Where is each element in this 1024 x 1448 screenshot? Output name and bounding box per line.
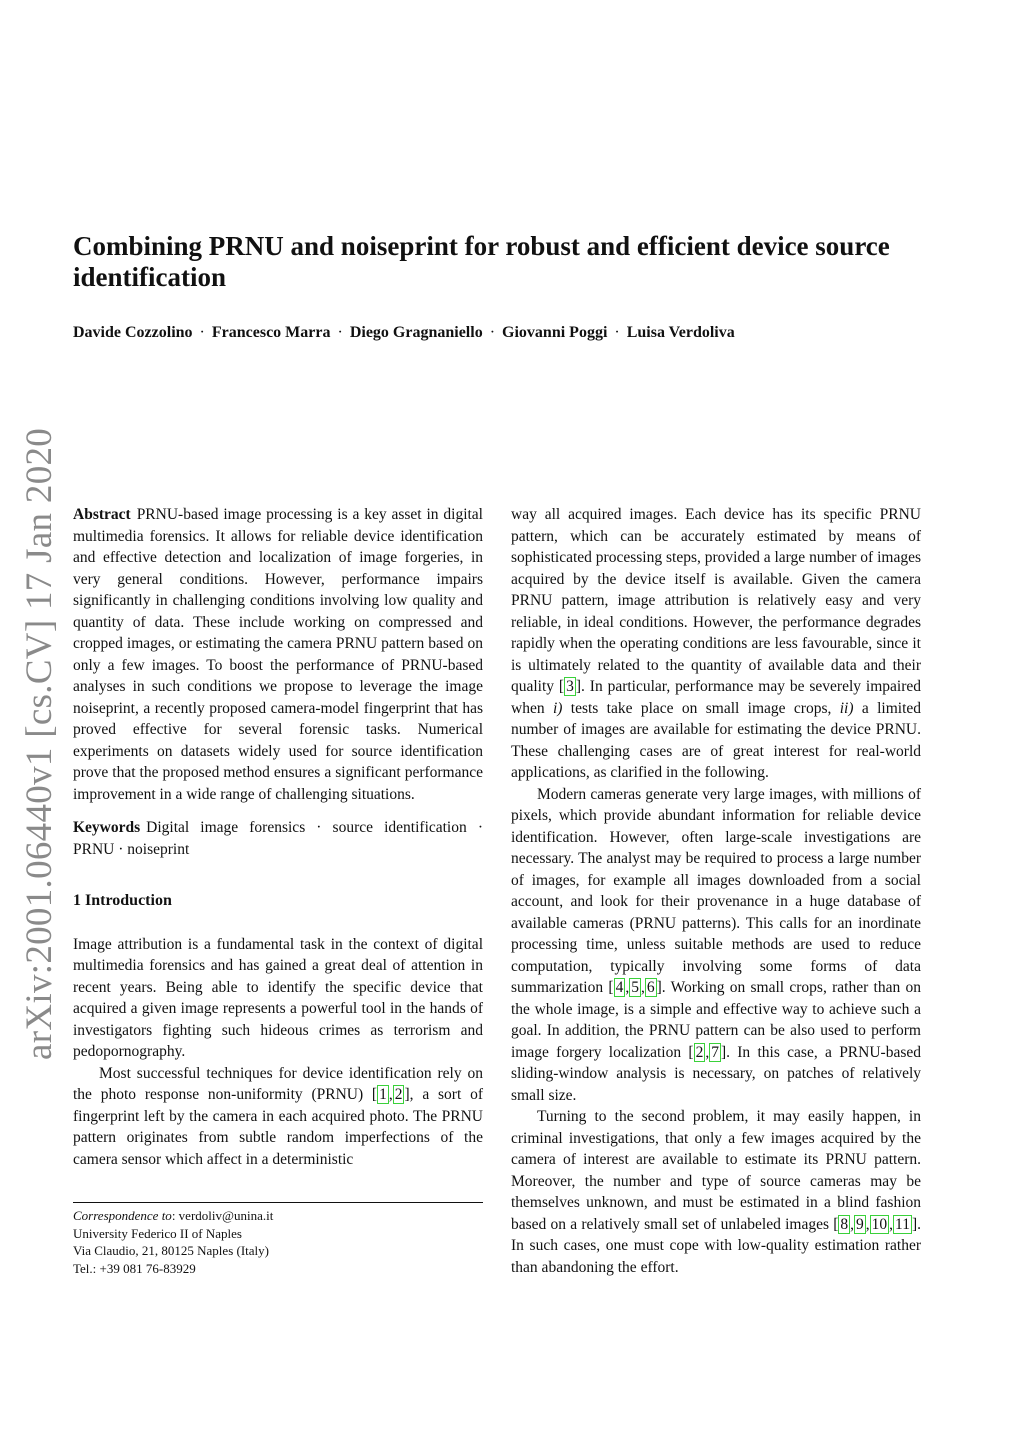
body-paragraph-1 (511, 504, 921, 784)
citation-link[interactable]: 1 (379, 1086, 387, 1103)
body-paragraph-2: Modern cameras generate very large images, with millions of pixels, which provide abundant information for reliable device identification. However, often large-scale investigations are necessary. The analyst may be required to process a large number of images, for example all images downloaded from a social account, and look for their provenance in a huge database of available cameras (PRNU patterns). This calls for an inordinate processing time, unless suitable methods are used to reduce computation, typically involving some forms of data summarization [ 4 , 5 , 6 ]. Working on small crops, rather than on the whole image, is a simple and effective way to achieve such a goal. In addition, the PRNU pattern can be also used to perform image forgery localization [ 2 , 7 ]. In this case, a PRNU-based sliding-window analysis is necessary, on patches of relatively small size. (511, 785, 921, 1104)
footnote-divider (73, 1202, 483, 1203)
footnote-label: Correspondence to (73, 1208, 172, 1223)
author-name: Francesco Marra (211, 324, 331, 341)
author-name: Luisa Verdoliva (626, 324, 735, 341)
citation-link[interactable]: 4 (615, 979, 624, 996)
paragraph-text: ]. In this case, a PRNU-based sliding-window analysis is necessary, on patches of relatively small size. (511, 1043, 921, 1104)
paragraph-text: tests take place on small image crops, (562, 699, 840, 717)
paragraph-text: ]. In particular, performance may be severely impaired when (511, 678, 921, 717)
footnote-affiliation: University Federico II of Naples (73, 1225, 242, 1241)
author-separator: · (489, 324, 496, 341)
intro-paragraph-1: Image attribution is a fundamental task in the context of digital multimedia forensics and has gained a great deal of attention in recent years. Being able to identify the specific device that acquired a given image represents a powerful tool in the hands of investigators fighting such hideous crimes as terrorism and pedopornography. (73, 935, 483, 1060)
paper-title: Combining PRNU and noiseprint for robust and efficient device source identification (73, 231, 890, 292)
citation-link[interactable]: 5 (631, 979, 639, 996)
author-name: Diego Gragnaniello (349, 324, 483, 341)
footnote-address: Via Claudio, 21, 80125 Naples (Italy) (73, 1243, 269, 1258)
arxiv-identifier: arXiv:2001.06440v1 [cs.CV] 17 Jan 2020 (19, 427, 60, 1060)
keywords-text: Digital image forensics · source identification · PRNU · noiseprint (73, 819, 483, 858)
citation-link[interactable]: 3 (566, 678, 574, 695)
citation-link[interactable]: 6 (646, 979, 655, 996)
citation-link[interactable]: 2 (394, 1086, 403, 1103)
author-separator: · (614, 324, 620, 341)
enumeration-marker: i) (552, 699, 563, 717)
abstract-text: PRNU-based image processing is a key asset in digital multimedia forensics. It allows for reliable device identification and effective detection and localization of image forgeries, in very general conditions. However, performance impairs significantly in challenging conditions involving low quality and quantity of data. These include working on compressed and cropped images, or estimating the camera PRNU pattern based on only a few images. To boost the performance of PRNU-based analyses in such conditions we propose to leverage the image noiseprint, a recently proposed camera-model fingerprint that has proved effective for several forensic tasks. Numerical experiments on datasets widely used for source identification prove that the proposed method ensures a significant performance improvement in a wide range of challenging situations. (73, 506, 483, 803)
paragraph-text: ]. In such cases, one must cope with low-quality estimation rather than abandoning the effort. (511, 1215, 921, 1276)
intro-paragraph-2: Most successful techniques for device identification rely on the photo response non-uniformity (PRNU) [ 1 , 2 ], a sort of fingerprint left by the camera in each acquired photo. The PRNU pattern originates from subtle random imperfections of the camera sensor which affect in a deterministic (73, 1064, 483, 1168)
citation-link[interactable]: 7 (711, 1043, 719, 1061)
abstract (73, 504, 483, 805)
right-column (511, 504, 921, 1278)
citation-link[interactable]: 9 (856, 1215, 864, 1233)
citation-link[interactable]: 2 (695, 1043, 704, 1061)
abstract-label: Abstract (73, 506, 131, 523)
paragraph-text: ]. Working on small crops, rather than on the whole image, is a simple and effective way to achieve such a goal. In addition, the PRNU pattern can be also used to perform image forgery localization [ (511, 979, 921, 1061)
keywords (73, 817, 483, 860)
author-name: Davide Cozzolino (73, 324, 193, 341)
enumeration-marker: ii) (839, 699, 854, 717)
paragraph-text: ], a sort of fingerprint left by the camera in each acquired photo. The PRNU pattern originates from subtle random imperfections of the camera sensor which affect in a deterministic (73, 1086, 483, 1168)
correspondence-footnote (73, 1207, 483, 1277)
left-column (73, 504, 483, 1170)
paragraph-text: Modern cameras generate very large images, with millions of pixels, which provide abundant information for reliable device identification. However, often large-scale investigations are necessary. The analyst may be required to process a large number of images, for example all images downloaded from a social account, and look for their provenance in a huge database of available cameras (PRNU patterns). This calls for an inordinate processing time, unless suitable methods are used to reduce computation, typically involving some forms of data summarization [ (511, 785, 921, 996)
author-separator: · (199, 324, 205, 341)
citation-link[interactable]: 11 (895, 1215, 910, 1233)
citation-link[interactable]: 10 (871, 1215, 888, 1233)
footnote-email: : verdoliv@unina.it (171, 1208, 274, 1223)
body-paragraph-3: Turning to the second problem, it may easily happen, in criminal investigations, that only a few images acquired by the camera of interest are available to estimate its PRNU pattern. Moreover, the number and type of source cameras may be themselves unknown, and must be estimated in a blind fashion based on a relatively small set of unlabeled images [ 8 , 9 , 10 , 11 ]. In such cases, one must cope with low-quality estimation rather than abandoning the effort. (511, 1108, 921, 1276)
paragraph-text: a limited number of images are available for estimating the device PRNU. These challenging cases are of great interest for real-world applications, as clarified in the following. (511, 699, 922, 781)
author-name: Giovanni Poggi (502, 324, 608, 341)
citation-link[interactable]: 8 (840, 1215, 849, 1233)
paragraph-text: way all acquired images. Each device has its specific PRNU pattern, which can be accurately estimated by means of sophisticated processing steps, provided a large number of images acquired by the device itself is available. Given the camera PRNU pattern, image attribution is relatively easy and very reliable, in ideal conditions. However, the performance degrades rapidly when the operating conditions are less favourable, since it is ultimately related to the quantity of available data and their quality [ (511, 506, 921, 695)
author-list (73, 322, 773, 344)
paragraph-text: Turning to the second problem, it may easily happen, in criminal investigations, that only a few images acquired by the camera of interest are available to estimate its PRNU pattern. Moreover, the number and type of source cameras may be themselves unknown, and must be estimated in a blind fashion based on a relatively small set of unlabeled images [ (511, 1108, 921, 1233)
section-heading-introduction: 1 Introduction (73, 892, 172, 909)
keywords-label: Keywords (73, 819, 141, 836)
footnote-phone: Tel.: +39 081 76-83929 (73, 1260, 196, 1276)
author-separator: · (337, 324, 343, 341)
paragraph-text: Most successful techniques for device identification rely on the photo response non-uniformity (PRNU) [ (73, 1064, 483, 1103)
